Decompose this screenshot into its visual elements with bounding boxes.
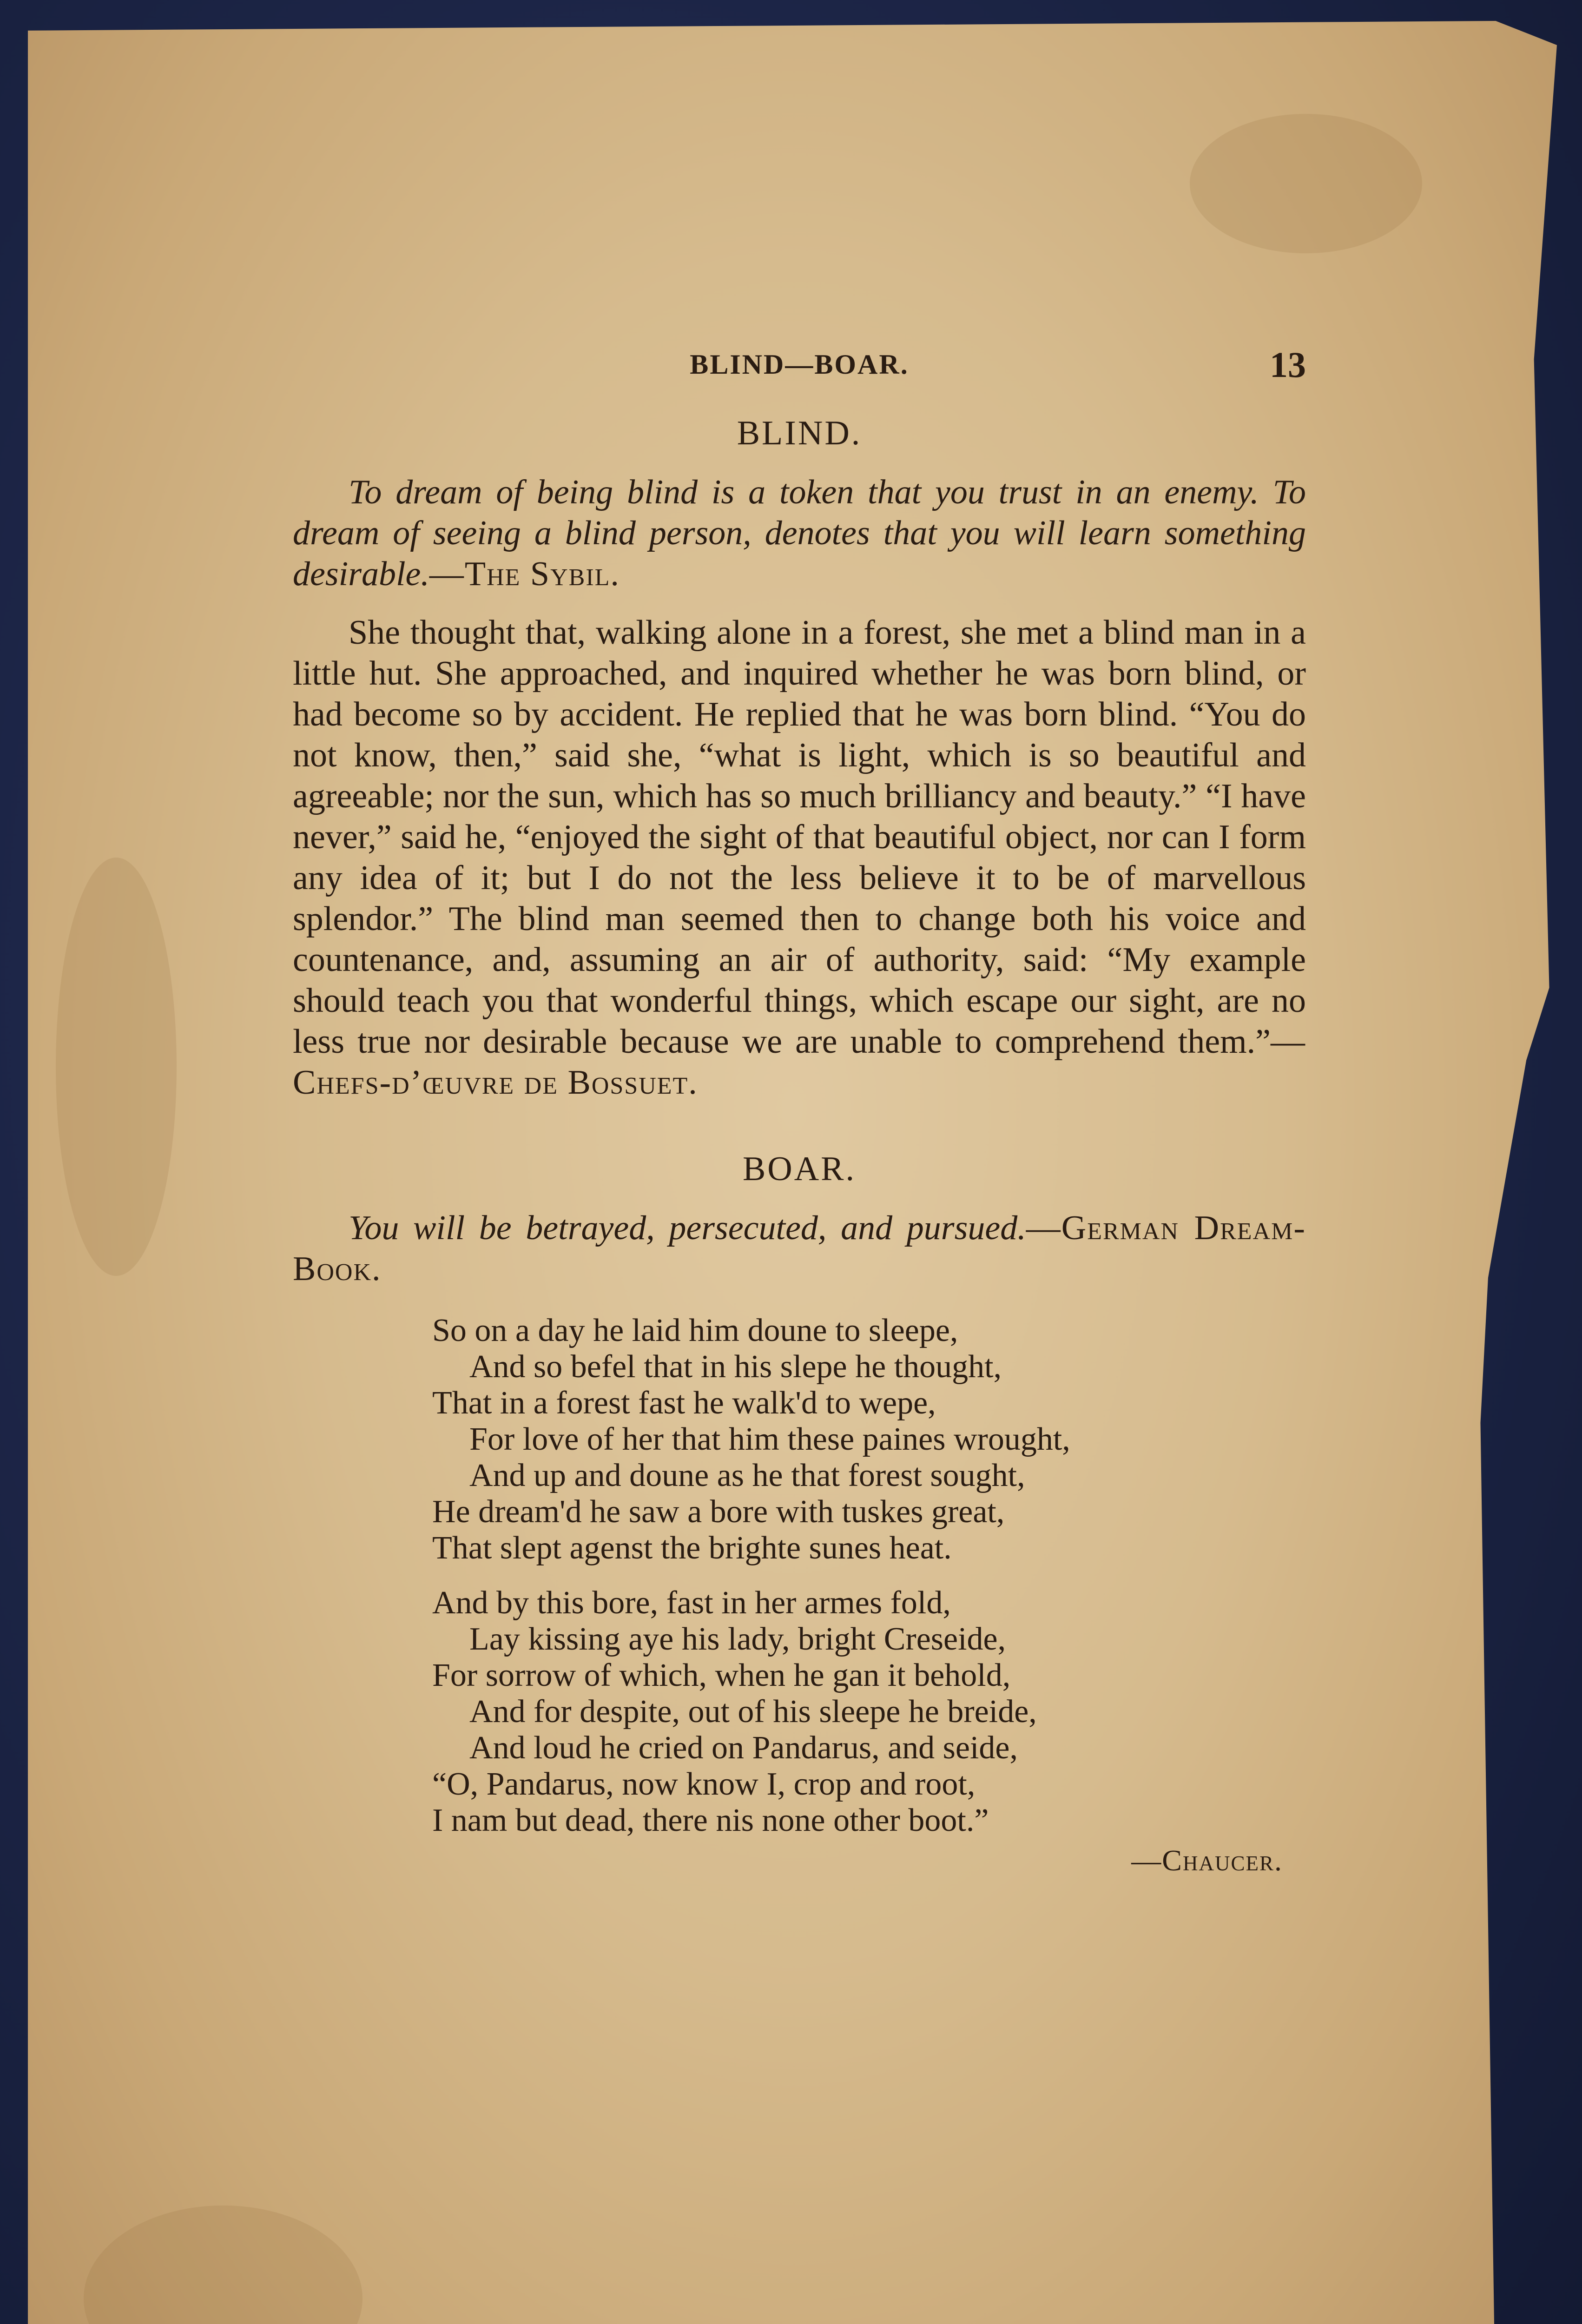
poem-line: Lay kissing aye his lady, bright Creseide, <box>469 1621 1006 1657</box>
boar-dream-quote <box>293 1208 1306 1289</box>
running-title: BLIND—BOAR. <box>690 349 909 380</box>
section-heading-blind: BLIND. <box>737 414 862 452</box>
poem-line: And up and doune as he that forest sought, <box>469 1458 1025 1493</box>
poem-line: For sorrow of which, when he gan it behold, <box>432 1657 1011 1693</box>
poem-line: And by this bore, fast in her armes fold, <box>432 1585 951 1621</box>
poem-line: He dream'd he saw a bore with tuskes great, <box>432 1494 1005 1530</box>
blind-story-source: —Chefs-d’œuvre de Bossuet. <box>293 1023 1306 1102</box>
running-header <box>293 344 1306 400</box>
page-text <box>293 344 1306 1878</box>
blind-dream-quote <box>293 472 1306 594</box>
poem-line: So on a day he laid him doune to sleepe, <box>432 1313 958 1348</box>
poem-line: I nam but dead, there nis none other boot.” <box>432 1802 989 1838</box>
paper-stain <box>56 858 177 1276</box>
paper-stain <box>1190 114 1422 253</box>
poem-attribution: —Chaucer. <box>1131 1844 1283 1877</box>
page-number: 13 <box>1270 344 1306 385</box>
paper-stain <box>84 2205 363 2324</box>
poem-line: That slept agenst the brighte sunes heat. <box>432 1530 952 1566</box>
blind-story-text: She thought that, walking alone in a forest, she met a blind man in a little hut. She approached, and inquired whether he was born blind, or had become so by accident. He replied that he was born blind. “You do not know, then,” said she, “what is light, which is so beautiful and agreeable; nor the sun, which has so much brilliancy and beauty.” “I have never,” said he, “enjoyed the sight of that beautiful object, nor can I form any idea of it; but I do not the less believe it to be of marvellous splendor.” The blind man seemed then to change both his voice and countenance, and, assuming an air of authority, said: “My example should teach you that wonderful things, which escape our sight, are no less true nor desirable because we are unable to comprehend them.” <box>293 614 1306 1061</box>
section-heading-boar: BOAR. <box>742 1150 857 1188</box>
poem-line: For love of her that him these paines wrought, <box>469 1421 1070 1457</box>
poem-line: And so befel that in his slepe he thought, <box>469 1349 1002 1385</box>
boar-quote-text: You will be betrayed, persecuted, and pursued. <box>349 1209 1026 1247</box>
poem-line: And loud he cried on Pandarus, and seide, <box>469 1730 1018 1766</box>
poem-line: And for despite, out of his sleepe he breide, <box>469 1694 1037 1730</box>
chaucer-poem <box>432 1313 1306 1839</box>
blind-quote-source: —The Sybil. <box>429 555 620 593</box>
poem-line: That in a forest fast he walk'd to wepe, <box>432 1385 936 1421</box>
poem-line: “O, Pandarus, now know I, crop and root, <box>432 1766 976 1802</box>
boar-quote-source: —German Dream-Book. <box>293 1209 1306 1288</box>
blind-story <box>293 612 1306 1103</box>
blind-quote-text: To dream of being blind is a token that you trust in an enemy. To dream of seeing a blind person, denotes that you will learn something desirable. <box>293 473 1306 593</box>
